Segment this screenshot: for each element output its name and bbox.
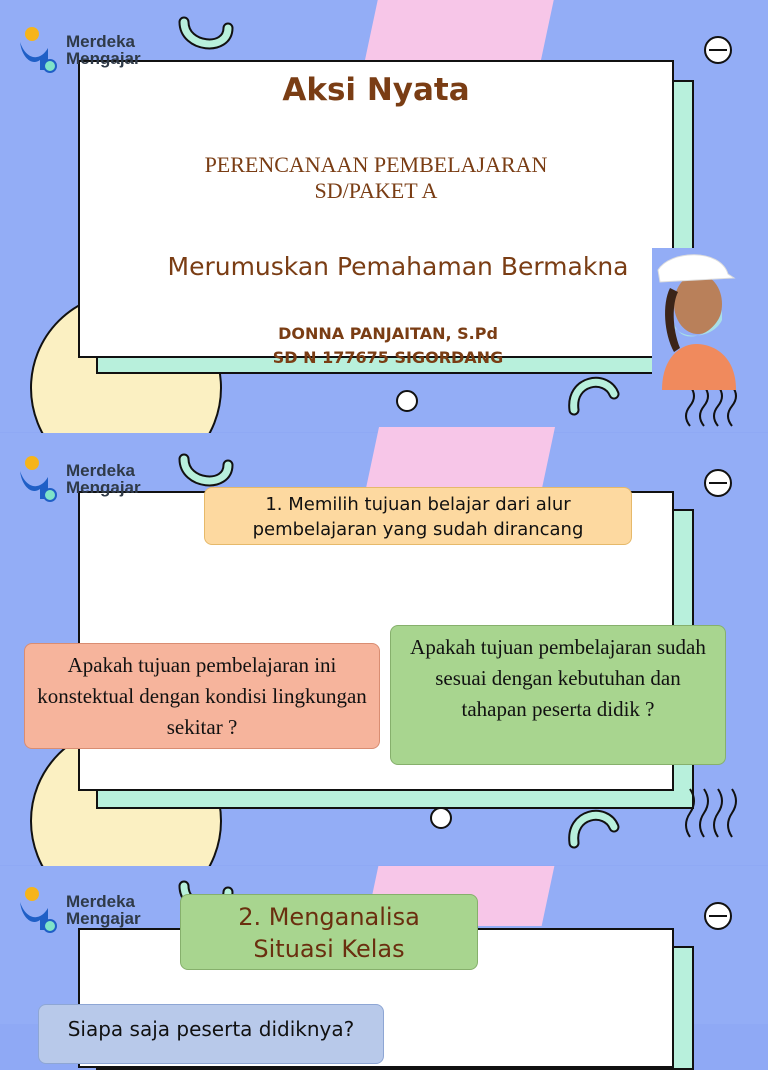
slide-topic: Merumuskan Pemahaman Bermakna <box>167 252 629 281</box>
step-box: 1. Memilih tujuan belajar dari alur pembelajaran yang sudah dirancang <box>204 487 632 545</box>
slide-subtitle <box>78 152 674 204</box>
author-block <box>178 322 598 370</box>
logo-line-1: Merdeka <box>66 892 135 911</box>
arc-decoration <box>566 803 626 853</box>
subtitle-line-2: SD/PAKET A <box>314 178 438 203</box>
merdeka-mengajar-logo-icon <box>18 455 62 503</box>
squiggle-decoration <box>178 18 238 58</box>
question-box: Siapa saja peserta didiknya? <box>38 1004 384 1064</box>
question-box-right: Apakah tujuan pembelajaran sudah sesuai dengan kebutuhan dan tahapan peserta didik ? <box>390 625 726 765</box>
author-photo <box>652 248 738 390</box>
question-box-left: Apakah tujuan pembelajaran ini konstektual dengan kondisi lingkungan sekitar ? <box>24 643 380 749</box>
logo-line-1: Merdeka <box>66 461 135 480</box>
merdeka-mengajar-logo <box>18 26 141 74</box>
logo-line-2: Mengajar <box>66 909 141 928</box>
merdeka-mengajar-logo <box>18 455 141 503</box>
logo-line-2: Mengajar <box>66 478 141 497</box>
step-box: 2. Menganalisa Situasi Kelas <box>180 894 478 970</box>
merdeka-mengajar-logo-icon <box>18 886 62 934</box>
wave-lines-decoration <box>684 386 744 432</box>
slide-2 <box>0 433 768 865</box>
ring-decoration <box>430 807 452 829</box>
author-name: DONNA PANJAITAN, S.Pd <box>278 324 498 343</box>
merdeka-mengajar-logo <box>18 886 141 934</box>
wave-lines-decoration <box>684 789 744 849</box>
logo-text <box>66 893 141 927</box>
logo-line-2: Mengajar <box>66 49 141 68</box>
pink-shape <box>364 0 556 64</box>
logo-text <box>66 462 141 496</box>
minus-circle-icon <box>704 36 732 64</box>
arc-decoration <box>566 370 626 420</box>
slide-1 <box>0 0 768 432</box>
pink-shape <box>365 427 555 493</box>
merdeka-mengajar-logo-icon <box>18 26 62 74</box>
slide-3 <box>0 866 768 1041</box>
minus-circle-icon <box>704 902 732 930</box>
slide-title: Aksi Nyata <box>282 72 470 108</box>
ring-decoration <box>396 390 418 412</box>
minus-circle-icon <box>704 469 732 497</box>
subtitle-line-1: PERENCANAAN PEMBELAJARAN <box>204 152 548 177</box>
logo-line-1: Merdeka <box>66 32 135 51</box>
school-name: SD N 177675 SIGORDANG <box>272 348 504 367</box>
logo-text <box>66 33 141 67</box>
